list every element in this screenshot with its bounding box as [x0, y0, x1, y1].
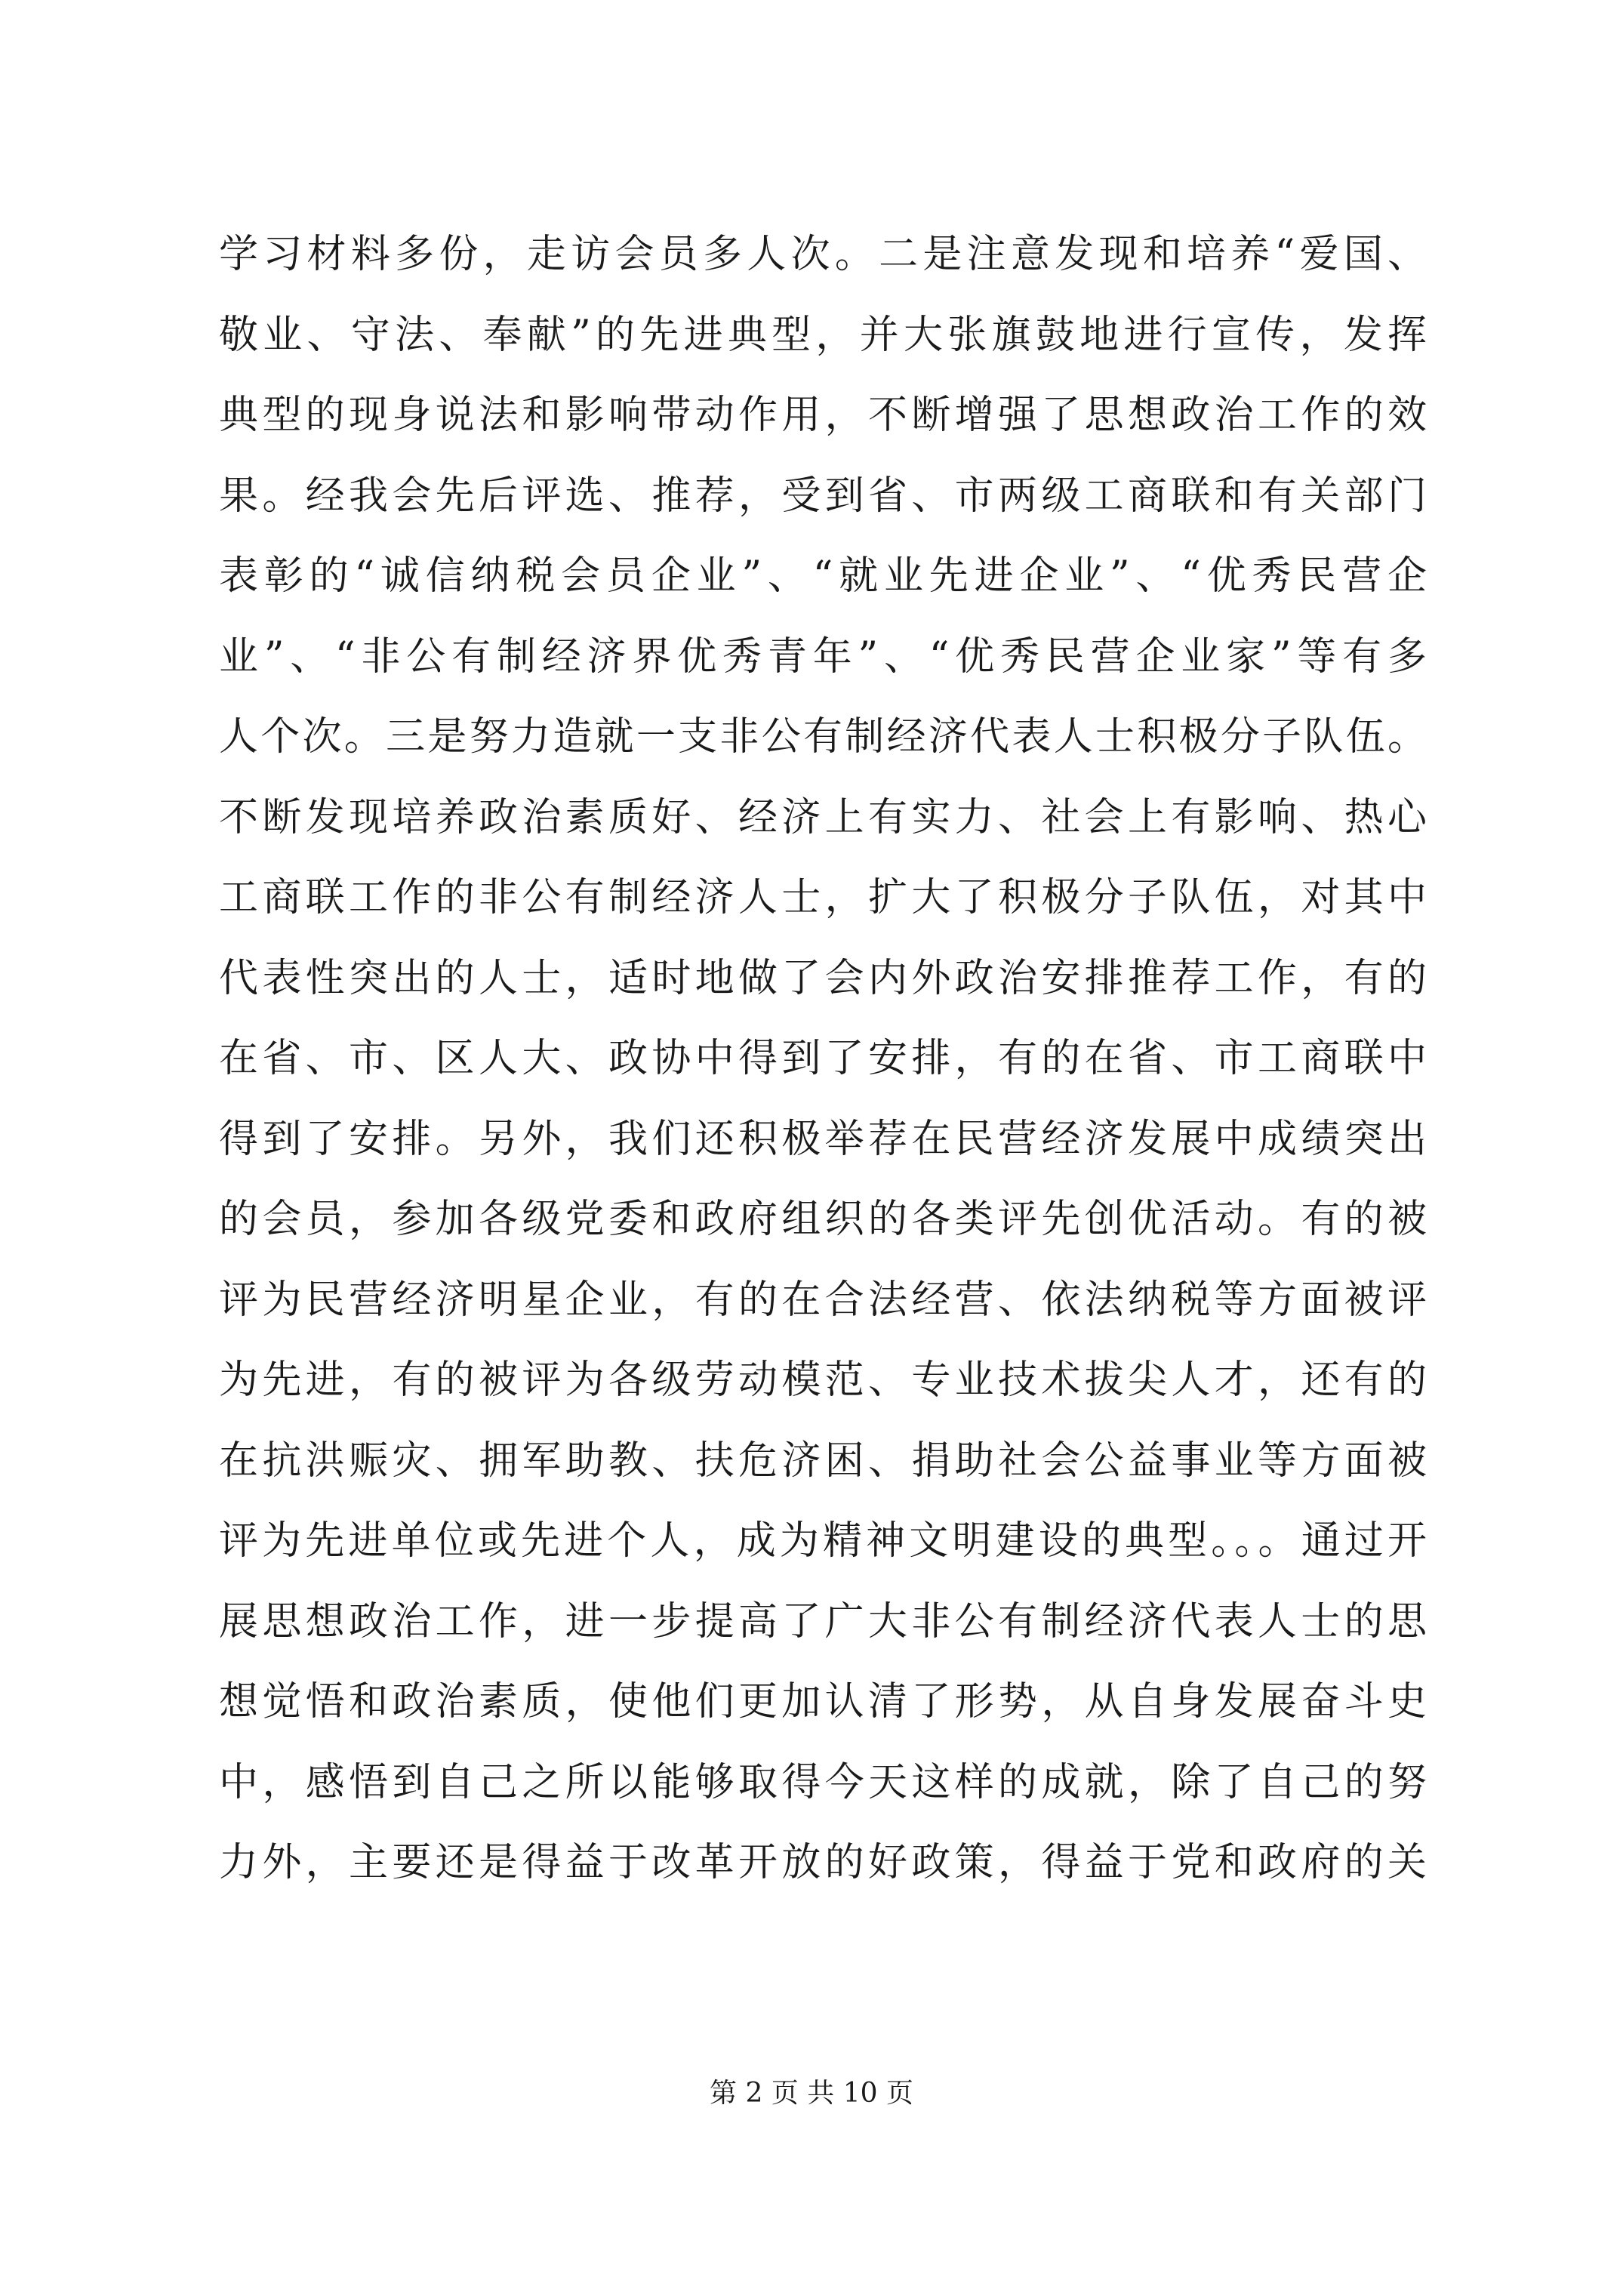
text-line: 敬业、守法、奉献”的先进典型，并大张旗鼓地进行宣传，发挥: [219, 312, 1427, 358]
text-line: 工商联工作的非公有制经济人士，扩大了积极分子队伍，对其中: [219, 875, 1427, 920]
text-line: 代表性突出的人士，适时地做了会内外政治安排推荐工作，有的: [219, 955, 1427, 1001]
text-line: 想觉悟和政治素质，使他们更加认清了形势，从自身发展奋斗史: [219, 1679, 1427, 1724]
text-line: 学习材料多份，走访会员多人次。二是注意发现和培养“爱国、: [219, 232, 1427, 277]
text-line: 果。经我会先后评选、推荐，受到省、市两级工商联和有关部门: [219, 473, 1427, 519]
page-footer: [0, 2075, 1623, 2113]
text-line: 在省、市、区人大、政协中得到了安排，有的在省、市工商联中: [219, 1036, 1427, 1081]
text-line: 评为先进单位或先进个人，成为精神文明建设的典型。。。通过开: [219, 1518, 1427, 1564]
page-number: 第 2 页 共 10 页: [710, 2078, 913, 2109]
text-line: 不断发现培养政治素质好、经济上有实力、社会上有影响、热心: [219, 794, 1427, 840]
text-line: 评为民营经济明星企业，有的在合法经营、依法纳税等方面被评: [219, 1277, 1427, 1323]
text-line: 得到了安排。另外，我们还积极举荐在民营经济发展中成绩突出: [219, 1116, 1427, 1162]
text-line: 为先进，有的被评为各级劳动模范、专业技术拔尖人才，还有的: [219, 1358, 1427, 1403]
text-line: 人个次。三是努力造就一支非公有制经济代表人士积极分子队伍。: [219, 714, 1427, 760]
text-line: 中，感悟到自己之所以能够取得今天这样的成就，除了自己的努: [219, 1759, 1427, 1805]
text-line: 力外，主要还是得益于改革开放的好政策，得益于党和政府的关: [219, 1840, 1427, 1885]
text-line: 表彰的“诚信纳税会员企业”、“就业先进企业”、“优秀民营企: [219, 553, 1427, 599]
text-line: 的会员，参加各级党委和政府组织的各类评先创优活动。有的被: [219, 1197, 1427, 1242]
body-text: [219, 214, 1427, 1903]
text-line: 业”、“非公有制经济界优秀青年”、“优秀民营企业家”等有多: [219, 633, 1427, 680]
text-line: 在抗洪赈灾、拥军助教、扶危济困、捐助社会公益事业等方面被: [219, 1438, 1427, 1484]
text-line: 典型的现身说法和影响带动作用，不断增强了思想政治工作的效: [219, 393, 1427, 438]
text-line: 展思想政治工作，进一步提高了广大非公有制经济代表人士的思: [219, 1598, 1427, 1644]
